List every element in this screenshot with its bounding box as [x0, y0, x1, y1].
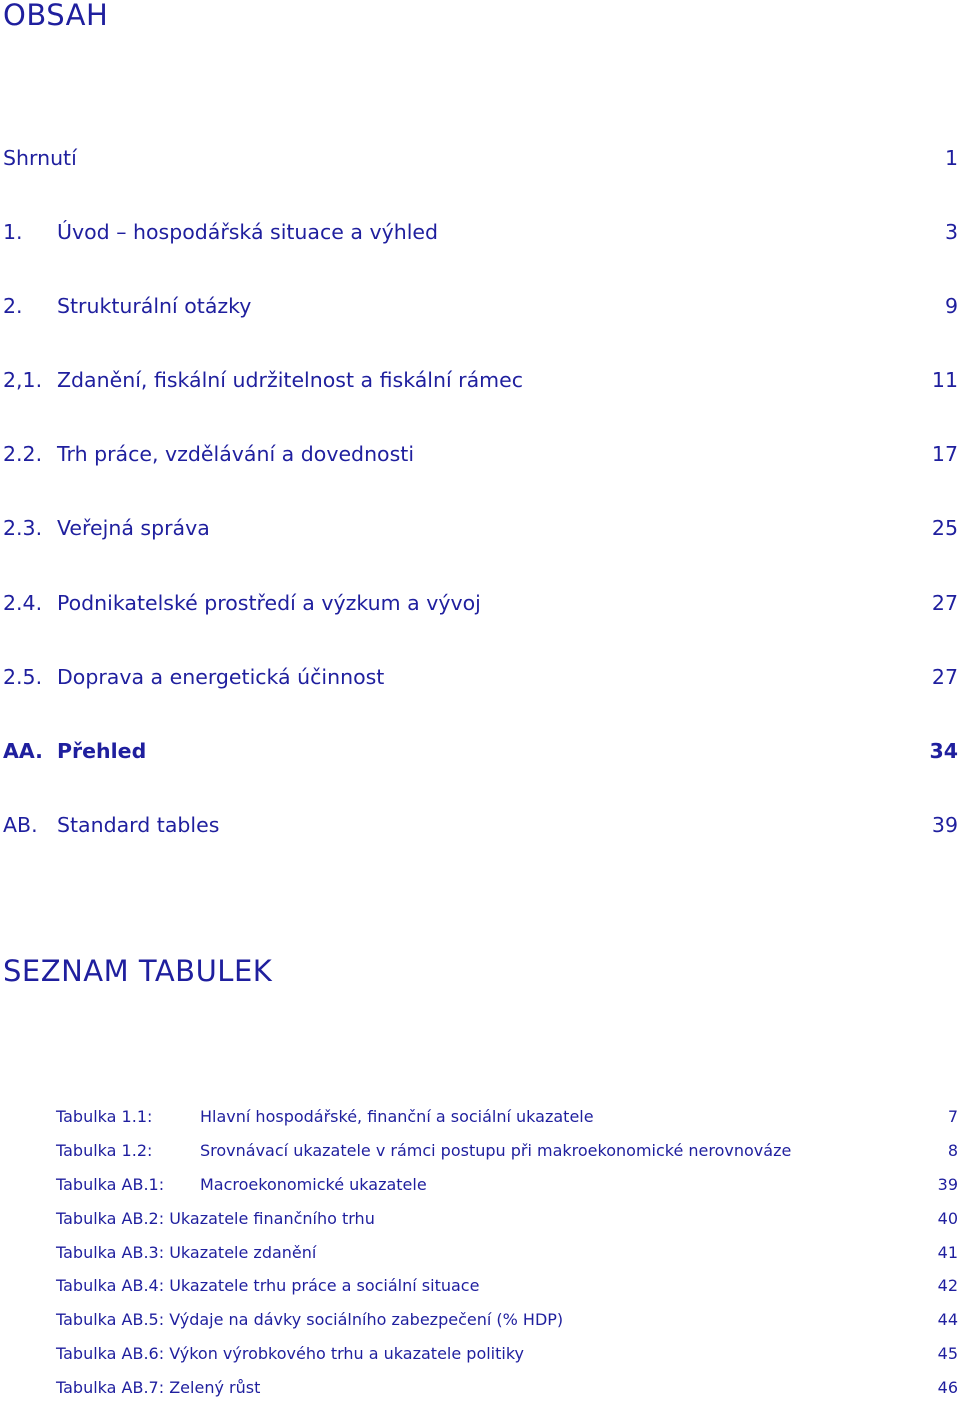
- toc-entry-page: 3: [944, 220, 958, 244]
- table-caption: Ukazatele zdanění: [169, 1243, 317, 1262]
- table-label: Tabulka AB.4:: [56, 1276, 165, 1295]
- table-caption: Srovnávací ukazatele v rámci postupu při makroekonomické nerovnováze: [200, 1141, 792, 1160]
- toc-entry-number: 2.2.: [3, 442, 43, 466]
- toc-entry-page: 9: [944, 294, 958, 318]
- table-page: 42: [937, 1276, 958, 1295]
- table-list-item[interactable]: [0, 1308, 960, 1332]
- toc-entry-title: Trh práce, vzdělávání a dovednosti: [57, 442, 415, 466]
- table-label: Tabulka 1.1:: [56, 1107, 153, 1126]
- table-label: Tabulka AB.6:: [56, 1344, 165, 1363]
- toc-entry-page: 34: [929, 739, 958, 763]
- toc-entry-number: AB.: [3, 813, 38, 837]
- toc-entry-title: Strukturální otázky: [57, 294, 252, 318]
- tables-heading: SEZNAM TABULEK: [3, 954, 273, 988]
- table-page: 44: [937, 1310, 958, 1329]
- table-caption: Hlavní hospodářské, finanční a sociální ukazatele: [200, 1107, 594, 1126]
- toc-entry[interactable]: [0, 292, 960, 320]
- table-caption: Výkon výrobkového trhu a ukazatele politiky: [169, 1344, 525, 1363]
- toc-entry-page: 1: [944, 146, 958, 170]
- table-list-item[interactable]: [0, 1105, 960, 1129]
- toc-entry-page: 11: [931, 368, 958, 392]
- toc-entry-number: 2.: [3, 294, 23, 318]
- toc-entry-number: 2,1.: [3, 368, 43, 392]
- toc-entry-number: 1.: [3, 220, 23, 244]
- toc-entry-title: Zdanění, fiskální udržitelnost a fiskální rámec: [57, 368, 524, 392]
- toc-entry[interactable]: [0, 811, 960, 839]
- table-list-item[interactable]: [0, 1139, 960, 1163]
- table-page: 7: [947, 1107, 958, 1126]
- table-page: 46: [937, 1378, 958, 1397]
- table-list-item[interactable]: [0, 1376, 960, 1400]
- table-label: Tabulka AB.1:: [56, 1175, 165, 1194]
- table-caption: Výdaje na dávky sociálního zabezpečení (% HDP): [169, 1310, 564, 1329]
- table-caption: Ukazatele trhu práce a sociální situace: [169, 1276, 480, 1295]
- table-caption: Ukazatele finančního trhu: [169, 1209, 375, 1228]
- toc-entry-number: 2.5.: [3, 665, 43, 689]
- toc-entry-title: Standard tables: [57, 813, 220, 837]
- table-page: 45: [937, 1344, 958, 1363]
- toc-entry-title: Shrnutí: [3, 146, 77, 170]
- table-list-item[interactable]: [0, 1207, 960, 1231]
- toc-entry-page: 17: [931, 442, 958, 466]
- table-list-item[interactable]: [0, 1274, 960, 1298]
- toc-entry-number: 2.3.: [3, 516, 43, 540]
- toc-entry[interactable]: [0, 663, 960, 691]
- toc-entry-page: 27: [931, 591, 958, 615]
- toc-entry-title: Přehled: [57, 739, 147, 763]
- contents-heading: OBSAH: [3, 0, 109, 32]
- table-caption: Macroekonomické ukazatele: [200, 1175, 427, 1194]
- toc-entry-title: Doprava a energetická účinnost: [57, 665, 385, 689]
- table-page: 39: [937, 1175, 958, 1194]
- table-label: Tabulka AB.7:: [56, 1378, 165, 1397]
- table-list-item[interactable]: [0, 1173, 960, 1197]
- table-label: Tabulka AB.2:: [56, 1209, 165, 1228]
- toc-entry[interactable]: [0, 737, 960, 765]
- toc-entry-page: 39: [931, 813, 958, 837]
- toc-entry-number: AA.: [3, 739, 43, 763]
- table-label: Tabulka AB.5:: [56, 1310, 165, 1329]
- toc-entry[interactable]: [0, 514, 960, 542]
- table-page: 40: [937, 1209, 958, 1228]
- toc-entry-title: Úvod – hospodářská situace a výhled: [57, 220, 439, 244]
- toc-entry-page: 27: [931, 665, 958, 689]
- toc-entry-title: Podnikatelské prostředí a výzkum a vývoj: [57, 591, 481, 615]
- toc-entry[interactable]: [0, 218, 960, 246]
- table-list-item[interactable]: [0, 1342, 960, 1366]
- table-page: 8: [947, 1141, 958, 1160]
- toc-entry-page: 25: [931, 516, 958, 540]
- table-label: Tabulka AB.3:: [56, 1243, 165, 1262]
- table-list-item[interactable]: [0, 1241, 960, 1265]
- table-page: 41: [937, 1243, 958, 1262]
- toc-entry[interactable]: [0, 440, 960, 468]
- toc-entry[interactable]: [0, 366, 960, 394]
- toc-entry-number: 2.4.: [3, 591, 43, 615]
- table-label: Tabulka 1.2:: [56, 1141, 153, 1160]
- table-caption: Zelený růst: [169, 1378, 261, 1397]
- toc-entry-title: Veřejná správa: [57, 516, 210, 540]
- toc-entry-summary[interactable]: [0, 144, 960, 172]
- toc-entry[interactable]: [0, 589, 960, 617]
